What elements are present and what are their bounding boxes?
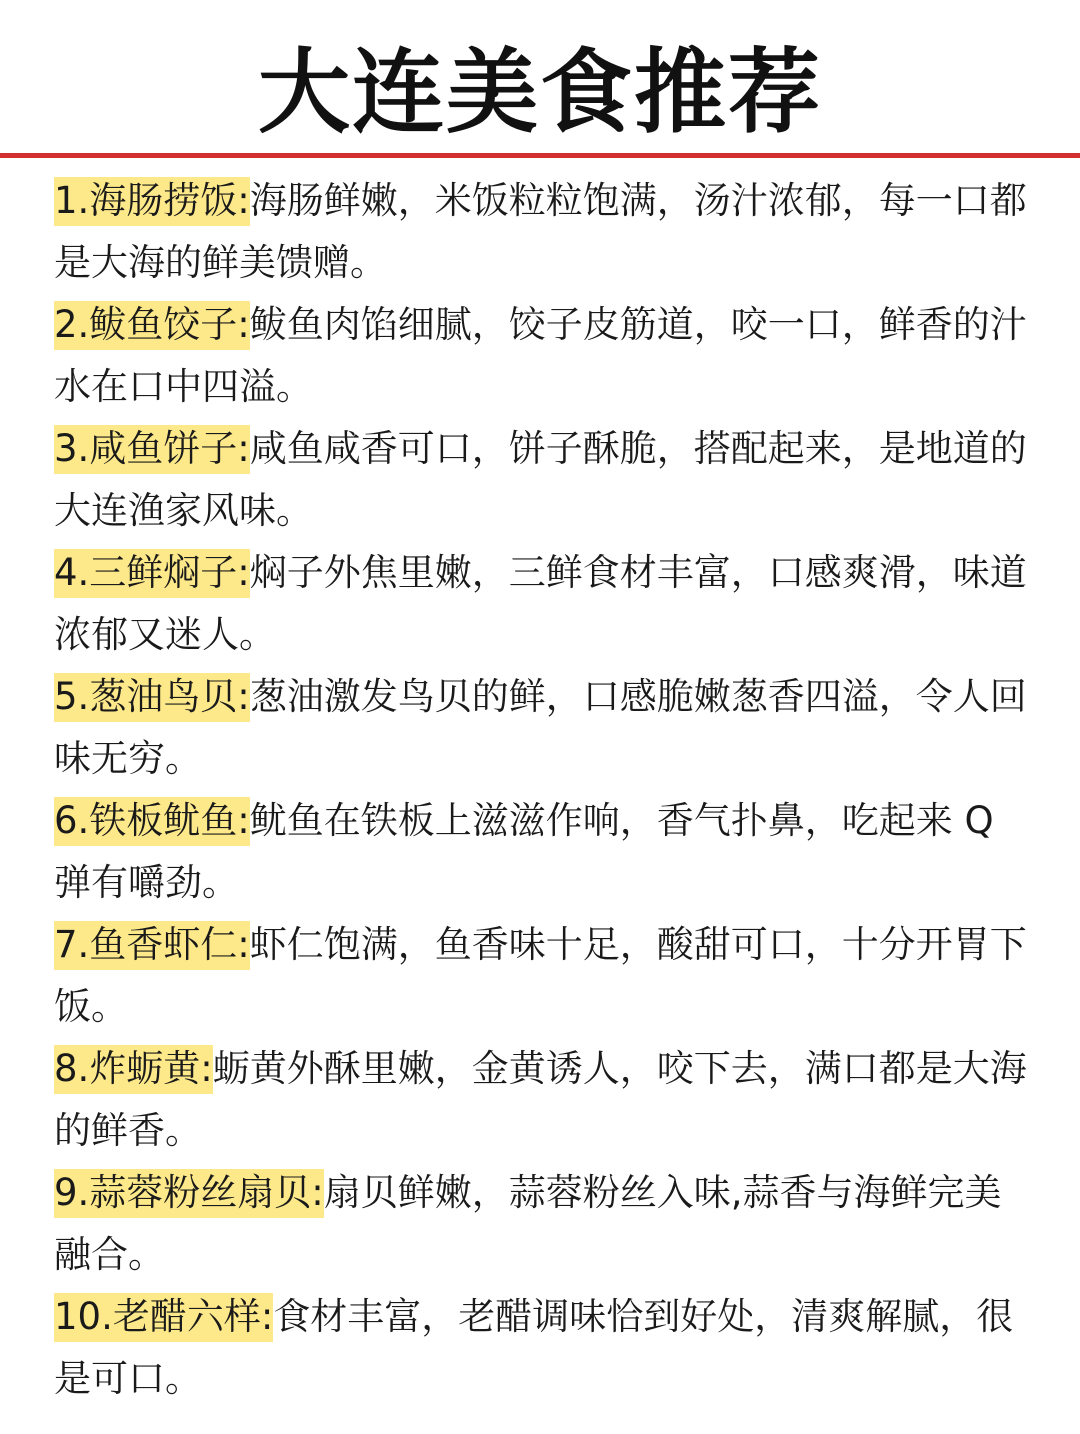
list-item xyxy=(54,542,1034,666)
list-item xyxy=(54,790,1034,914)
item-label: 1.海肠捞饭: xyxy=(54,177,250,226)
item-label: 9.蒜蓉粉丝扇贝: xyxy=(54,1169,324,1218)
item-label: 2.鲅鱼饺子: xyxy=(54,301,250,350)
item-text: 海肠鲜嫩，米饭粒粒饱满，汤汁浓郁，每一口都是大海的鲜美馈赠。 xyxy=(54,179,1027,284)
list-item xyxy=(54,170,1034,294)
page-title: 大连美食推荐 xyxy=(257,39,822,146)
list-item xyxy=(54,1038,1034,1162)
list-item xyxy=(54,294,1034,418)
item-text: 虾仁饱满，鱼香味十足，酸甜可口，十分开胃下饭。 xyxy=(54,923,1027,1028)
item-text: 鱿鱼在铁板上滋滋作响，香气扑鼻，吃起来 Q 弹有嚼劲。 xyxy=(54,799,994,904)
item-text: 焖子外焦里嫩，三鲜食材丰富，口感爽滑，味道浓郁又迷人。 xyxy=(54,551,1027,656)
item-label: 3.咸鱼饼子: xyxy=(54,425,250,474)
item-text: 扇贝鲜嫩，蒜蓉粉丝入味,蒜香与海鲜完美融合。 xyxy=(54,1171,1002,1276)
title-divider xyxy=(0,153,1080,158)
item-label: 5.葱油鸟贝: xyxy=(54,673,250,722)
list-item xyxy=(54,1286,1034,1410)
item-label: 7.鱼香虾仁: xyxy=(54,921,250,970)
header xyxy=(0,0,1080,156)
item-label: 4.三鲜焖子: xyxy=(54,549,250,598)
item-text: 葱油激发鸟贝的鲜，口感脆嫩葱香四溢，令人回味无穷。 xyxy=(54,675,1027,780)
list-item xyxy=(54,666,1034,790)
food-list xyxy=(54,170,1034,1410)
list-item xyxy=(54,418,1034,542)
item-label: 6.铁板鱿鱼: xyxy=(54,797,250,846)
item-text: 咸鱼咸香可口，饼子酥脆，搭配起来，是地道的大连渔家风味。 xyxy=(54,427,1027,532)
item-label: 8.炸蛎黄: xyxy=(54,1045,213,1094)
list-item xyxy=(54,914,1034,1038)
item-text: 鲅鱼肉馅细腻，饺子皮筋道，咬一口，鲜香的汁水在口中四溢。 xyxy=(54,303,1027,408)
item-text: 食材丰富，老醋调味恰到好处，清爽解腻，很是可口。 xyxy=(54,1295,1014,1400)
item-label: 10.老醋六样: xyxy=(54,1293,273,1342)
item-text: 蛎黄外酥里嫩，金黄诱人，咬下去，满口都是大海的鲜香。 xyxy=(54,1047,1027,1152)
list-item xyxy=(54,1162,1034,1286)
